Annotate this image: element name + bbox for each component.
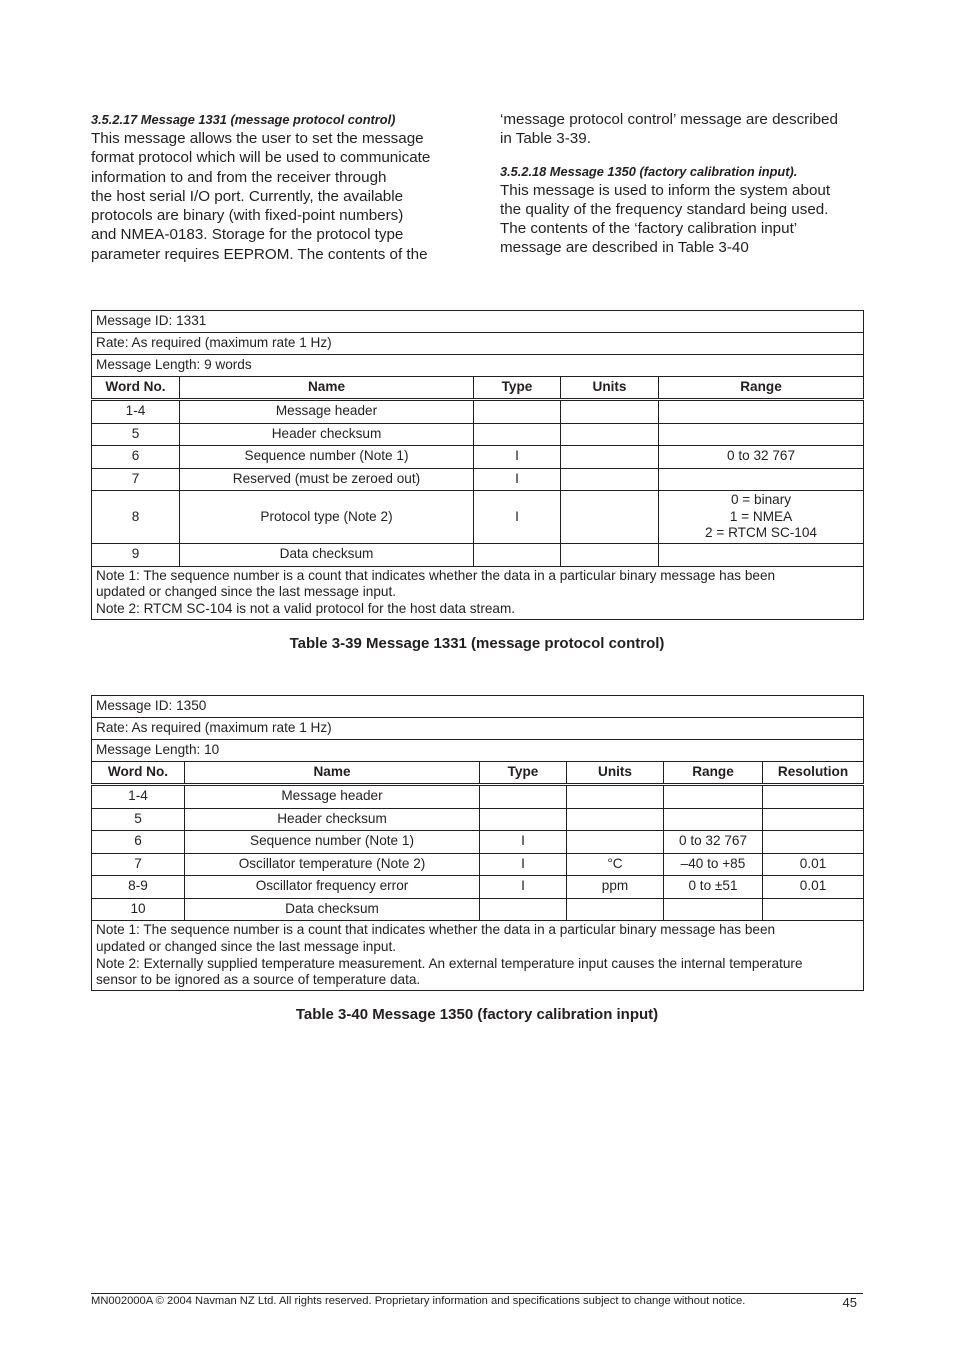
type-cell: I <box>474 468 561 491</box>
table-row <box>92 876 864 899</box>
paragraph-line: This message is used to inform the system about <box>500 181 831 199</box>
paragraph-line: The contents of the ‘factory calibration input’ <box>500 220 798 238</box>
message-rate: Rate: As required (maximum rate 1 Hz) <box>92 718 864 740</box>
table-row <box>92 785 864 809</box>
units-cell <box>561 423 659 446</box>
range-line: 2 = RTCM SC-104 <box>705 525 817 541</box>
type-cell <box>480 898 567 921</box>
message-1331-table <box>91 310 864 620</box>
word-cell: 8-9 <box>92 876 185 899</box>
table-row <box>92 400 864 424</box>
column-header: Range <box>664 762 763 785</box>
table-row <box>92 446 864 469</box>
word-cell: 6 <box>92 446 180 469</box>
message-rate: Rate: As required (maximum rate 1 Hz) <box>92 333 864 355</box>
word-cell: 1-4 <box>92 400 180 424</box>
table-row <box>92 853 864 876</box>
units-cell <box>561 544 659 567</box>
resolution-cell: 0.01 <box>763 853 864 876</box>
note-line: Note 2: RTCM SC-104 is not a valid protocol for the host data stream. <box>96 601 516 617</box>
word-cell: 1-4 <box>92 785 185 809</box>
resolution-cell: 0.01 <box>763 876 864 899</box>
units-cell <box>567 785 664 809</box>
type-cell: I <box>480 853 567 876</box>
resolution-cell <box>763 808 864 831</box>
message-id: Message ID: 1331 <box>92 311 864 333</box>
column-header: Units <box>561 377 659 400</box>
message-id: Message ID: 1350 <box>92 696 864 718</box>
name-cell: Data checksum <box>185 898 480 921</box>
type-cell <box>474 423 561 446</box>
units-cell <box>561 491 659 544</box>
range-cell: 0 to ±51 <box>664 876 763 899</box>
paragraph-line: information to and from the receiver through <box>91 168 387 186</box>
name-cell: Sequence number (Note 1) <box>180 446 474 469</box>
column-header: Range <box>659 377 864 400</box>
message-length: Message Length: 9 words <box>92 355 864 377</box>
right-column <box>500 110 870 258</box>
word-cell: 6 <box>92 831 185 854</box>
note-line: updated or changed since the last message input. <box>96 938 397 954</box>
units-cell <box>561 468 659 491</box>
name-cell: Protocol type (Note 2) <box>180 491 474 544</box>
name-cell: Oscillator frequency error <box>185 876 480 899</box>
word-cell: 10 <box>92 898 185 921</box>
resolution-cell <box>763 898 864 921</box>
name-cell: Reserved (must be zeroed out) <box>180 468 474 491</box>
name-cell: Oscillator temperature (Note 2) <box>185 853 480 876</box>
paragraph-line: and NMEA-0183. Storage for the protocol type <box>91 226 404 244</box>
type-cell: I <box>474 491 561 544</box>
table-header-row <box>92 762 864 785</box>
table-row <box>92 468 864 491</box>
range-cell: 0 to 32 767 <box>659 446 864 469</box>
range-line: 1 = NMEA <box>729 508 793 524</box>
word-cell: 7 <box>92 853 185 876</box>
column-header: Name <box>180 377 474 400</box>
note-line: Note 1: The sequence number is a count that indicates whether the data in a particular binary message has been <box>96 922 776 937</box>
range-cell <box>659 544 864 567</box>
message-1350-table <box>91 695 864 991</box>
table-caption-3-39: Table 3-39 Message 1331 (message protocol control) <box>289 635 665 652</box>
name-cell: Header checksum <box>185 808 480 831</box>
type-cell: I <box>480 831 567 854</box>
section-heading-1331: 3.5.2.17 Message 1331 (message protocol control) <box>91 112 396 127</box>
footer-divider <box>91 1293 863 1294</box>
column-header: Type <box>480 762 567 785</box>
word-cell: 9 <box>92 544 180 567</box>
table-notes <box>92 921 864 991</box>
column-header: Word No. <box>92 762 185 785</box>
range-cell <box>659 400 864 424</box>
range-cell <box>664 785 763 809</box>
table-row <box>92 831 864 854</box>
resolution-cell <box>763 831 864 854</box>
paragraph-line: ‘message protocol control’ message are described <box>500 111 838 128</box>
table-header-row <box>92 377 864 400</box>
type-cell: I <box>474 446 561 469</box>
column-header: Resolution <box>763 762 864 785</box>
page-number: 45 <box>842 1295 857 1310</box>
type-cell: I <box>480 876 567 899</box>
units-cell: °C <box>567 853 664 876</box>
range-cell: –40 to +85 <box>664 853 763 876</box>
table-row <box>92 898 864 921</box>
column-header: Type <box>474 377 561 400</box>
table-row <box>92 491 864 544</box>
column-header: Units <box>567 762 664 785</box>
units-cell <box>567 898 664 921</box>
paragraph-line: message are described in Table 3-40 <box>500 239 749 257</box>
name-cell: Data checksum <box>180 544 474 567</box>
range-cell <box>664 808 763 831</box>
paragraph-line: protocols are binary (with fixed-point numbers) <box>91 207 404 225</box>
table-caption-3-40: Table 3-40 Message 1350 (factory calibration input) <box>295 1006 659 1023</box>
type-cell <box>480 808 567 831</box>
paragraph-line: This message allows the user to set the message <box>91 130 424 147</box>
word-cell: 7 <box>92 468 180 491</box>
range-cell <box>659 491 864 544</box>
name-cell: Message header <box>180 400 474 424</box>
footer-copyright: MN002000A © 2004 Navman NZ Ltd. All rights reserved. Proprietary information and specifications subject to change without notice. <box>91 1295 746 1307</box>
units-cell <box>567 808 664 831</box>
name-cell: Sequence number (Note 1) <box>185 831 480 854</box>
resolution-cell <box>763 785 864 809</box>
units-cell <box>561 400 659 424</box>
message-length: Message Length: 10 <box>92 740 864 762</box>
paragraph-line: the host serial I/O port. Currently, the available <box>91 187 404 205</box>
section-heading-1350: 3.5.2.18 Message 1350 (factory calibration input). <box>500 163 798 179</box>
type-cell <box>480 785 567 809</box>
column-header: Name <box>185 762 480 785</box>
name-cell: Header checksum <box>180 423 474 446</box>
note-line: updated or changed since the last message input. <box>96 584 397 600</box>
units-cell <box>561 446 659 469</box>
note-line: sensor to be ignored as a source of temperature data. <box>96 972 421 988</box>
type-cell <box>474 544 561 567</box>
word-cell: 5 <box>92 423 180 446</box>
left-column <box>91 110 461 264</box>
table-row <box>92 423 864 446</box>
table-row <box>92 808 864 831</box>
paragraph-line: the quality of the frequency standard being used. <box>500 200 829 218</box>
note-line: Note 1: The sequence number is a count that indicates whether the data in a particular binary message has been <box>96 567 776 583</box>
units-cell: ppm <box>567 876 664 899</box>
range-line: 0 = binary <box>730 491 792 507</box>
note-line: Note 2: Externally supplied temperature measurement. An external temperature input causes the internal temperature <box>96 955 803 971</box>
type-cell <box>474 400 561 424</box>
name-cell: Message header <box>185 785 480 809</box>
column-header: Word No. <box>92 377 180 400</box>
units-cell <box>567 831 664 854</box>
word-cell: 5 <box>92 808 185 831</box>
range-cell <box>659 423 864 446</box>
paragraph-line: format protocol which will be used to communicate <box>91 149 431 167</box>
range-cell <box>664 898 763 921</box>
range-cell <box>659 468 864 491</box>
table-row <box>92 544 864 567</box>
paragraph-line: in Table 3-39. <box>500 130 591 148</box>
table-notes <box>92 566 864 619</box>
range-cell: 0 to 32 767 <box>664 831 763 854</box>
paragraph-line: parameter requires EEPROM. The contents of the <box>91 245 428 263</box>
word-cell: 8 <box>92 491 180 544</box>
